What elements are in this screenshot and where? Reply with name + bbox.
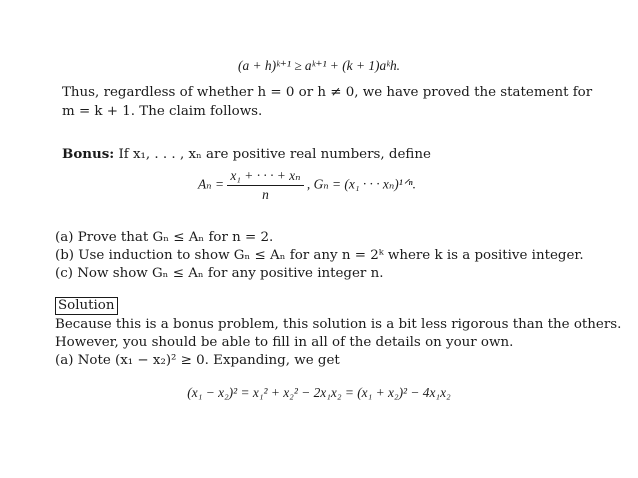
solution-line-1: Because this is a bonus problem, this solution is a bit less rigorous than the others. xyxy=(55,317,622,332)
solution-line-3: (a) Note (x₁ − x₂)² ≥ 0. Expanding, we get xyxy=(55,353,340,368)
bonus-statement xyxy=(62,146,431,162)
gn-definition: , Gₙ = (x₁ · · · xₙ)¹ᐟⁿ. xyxy=(306,176,416,192)
equation-top: (a + h)ᵏ⁺¹ ≥ aᵏ⁺¹ + (k + 1)aᵏh. xyxy=(237,58,400,73)
part-b: (b) Use induction to show Gₙ ≤ Aₙ for any n = 2ᵏ where k is a positive integer. xyxy=(55,248,584,263)
bonus-label: Bonus: xyxy=(62,146,115,162)
definition-equation xyxy=(198,168,416,203)
solution-equation: (x₁ − x₂)² = x₁² + x₂² − 2x₁x₂ = (x₁ + x₂)² − 4x₁x₂ xyxy=(187,385,451,400)
an-lhs: Aₙ = xyxy=(198,176,224,192)
part-c: (c) Now show Gₙ ≤ Aₙ for any positive integer n. xyxy=(55,266,384,281)
bonus-text: If x₁, . . . , xₙ are positive real numbers, define xyxy=(118,147,431,162)
paragraph-conclusion: Thus, regardless of whether h = 0 or h ≠ 0, we have proved the statement for m = k + 1. The claim follows. xyxy=(62,85,593,119)
an-fraction xyxy=(227,168,303,203)
an-denominator: n xyxy=(262,187,269,202)
solution-label: Solution xyxy=(55,297,118,315)
an-numerator: x₁ + · · · + xₙ xyxy=(227,168,303,186)
part-a: (a) Prove that Gₙ ≤ Aₙ for n = 2. xyxy=(55,230,274,245)
solution-line-2: However, you should be able to fill in all of the details on your own. xyxy=(55,335,514,350)
solution-heading xyxy=(55,297,118,315)
